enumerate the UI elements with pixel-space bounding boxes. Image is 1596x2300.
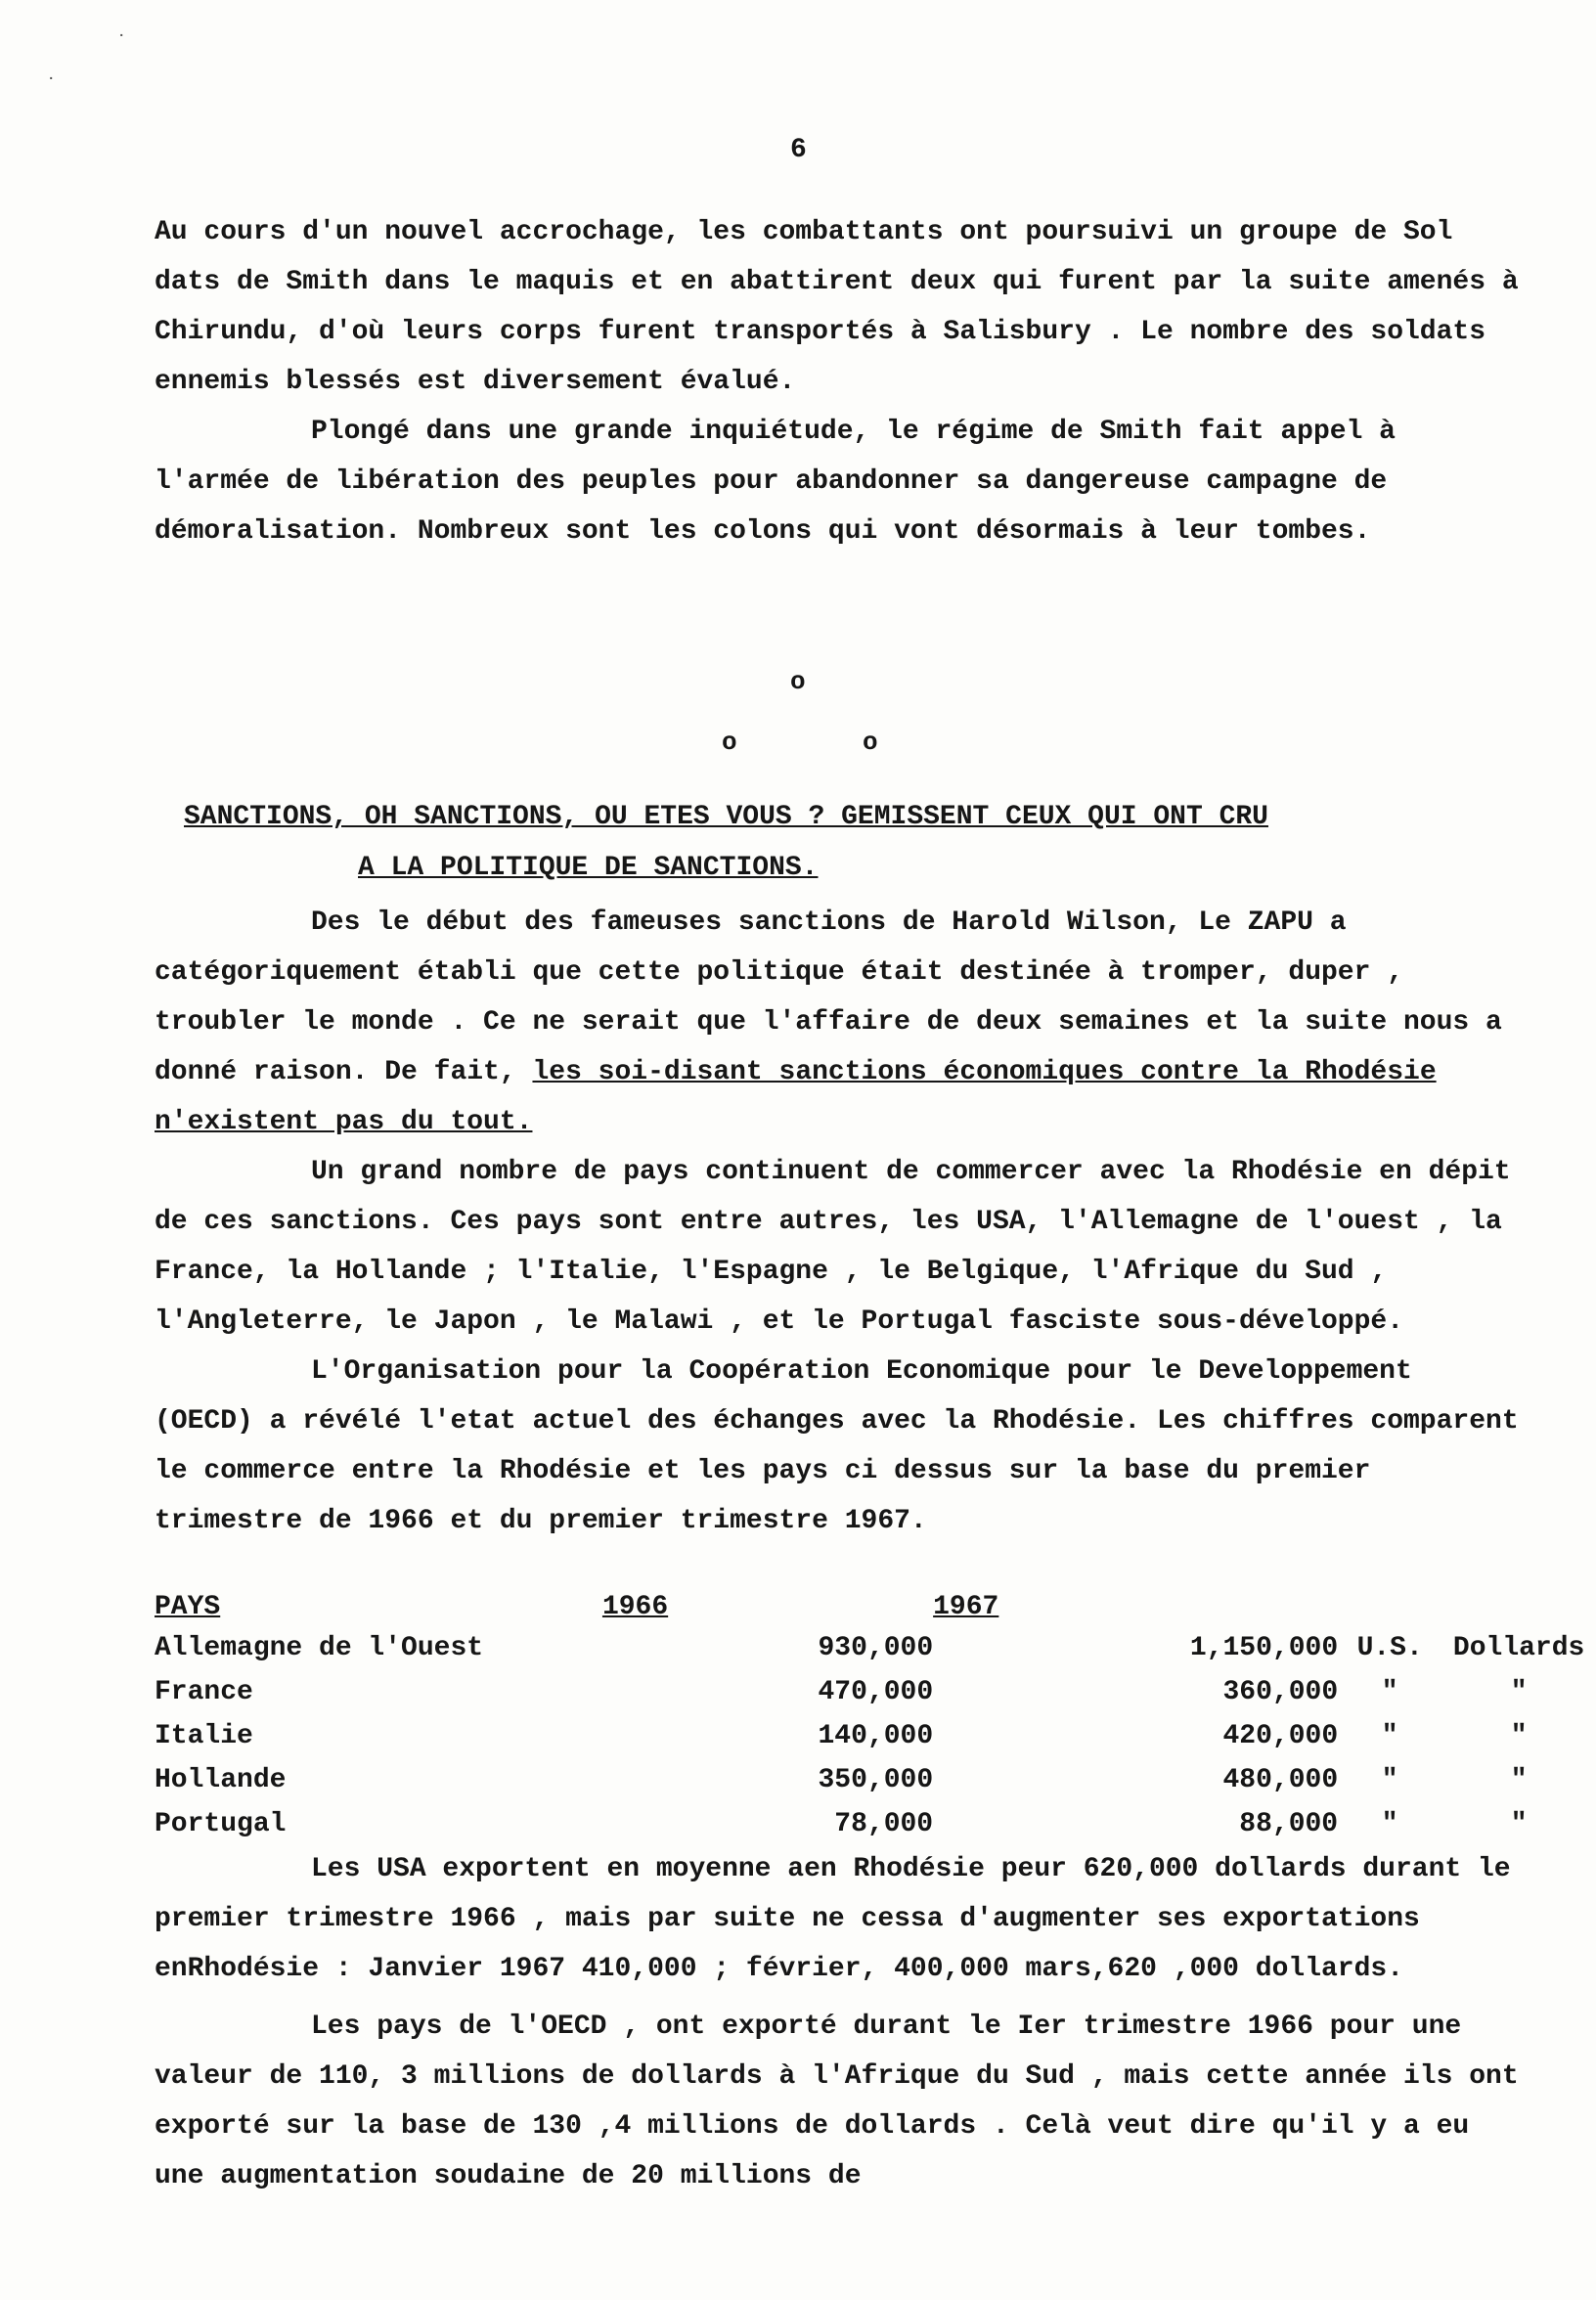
- cell-country: Portugal: [155, 1809, 287, 1839]
- paragraph-combat: Au cours d'un nouvel accrochage, les combattants ont poursuivi un groupe de Sol dats de Smith dans le maquis et en abattirent deux qui furent par la suite amenés à Chirundu, d'où leurs corps furent transportés à Salisbury . Le nombre des soldats ennemis blessés est diversement évalué.: [155, 217, 1519, 397]
- cell-country: Hollande: [155, 1765, 287, 1795]
- paragraph-oecd-exports: Les pays de l'OECD , ont exporté durant le Ier trimestre 1966 pour une valeur de 110, 3 millions de dollards à l'Afrique du Sud , mais cette année ils ont exporté sur la base de 130 ,4 millions de dollards . Celà veut dire qu'il y a eu une augmentation soudaine de 20 millions de: [155, 2012, 1519, 2191]
- cell-1966: 140,000: [818, 1721, 934, 1751]
- opening-paragraphs: [155, 207, 1524, 556]
- paragraph-trading-countries: Un grand nombre de pays continuent de commercer avec la Rhodésie en dépit de ces sanctions. Ces pays sont entre autres, les USA, l'Allemagne de l'ouest , la France, la Hollande ; l'Italie, l'Espagne , le Belgique, l'Afrique du Sud , l'Angleterre, le Japon , le Malawi , et le Portugal fasciste sous-développé.: [155, 1157, 1511, 1337]
- paragraph-sanctions-underlined: les soi-disant sanctions économiques contre la Rhodésie n'existent pas du tout.: [155, 1057, 1437, 1137]
- paragraph-smith-regime: Plongé dans une grande inquiétude, le régime de Smith fait appel à l'armée de libération des peuples pour abandonner sa dangereuse campagne de démoralisation. Nombreux sont les colons qui vont désormais à leur tombes.: [155, 417, 1396, 547]
- cell-unit: ": [1381, 1809, 1398, 1839]
- ornament-top: o: [790, 667, 806, 696]
- sanctions-section: [155, 898, 1524, 1546]
- cell-country: France: [155, 1677, 253, 1707]
- cell-1966: 350,000: [818, 1765, 934, 1795]
- cell-country: Allemagne de l'Ouest: [155, 1633, 484, 1663]
- cell-currency: ": [1510, 1765, 1528, 1795]
- cell-currency: ": [1510, 1809, 1528, 1839]
- cell-unit: ": [1381, 1721, 1398, 1751]
- header-1967: [933, 1589, 1338, 1626]
- cell-1966: 78,000: [834, 1809, 934, 1839]
- cell-unit: ": [1381, 1677, 1398, 1707]
- scan-speck-mark: ·: [47, 71, 56, 87]
- cell-unit: ": [1381, 1765, 1398, 1795]
- table-row: [155, 1670, 1596, 1714]
- section-title-line2: A LA POLITIQUE DE SANCTIONS.: [358, 853, 819, 883]
- cell-1967: 88,000: [1239, 1809, 1339, 1839]
- scan-speck-mark: ·: [117, 28, 126, 44]
- paragraph-oecd: L'Organisation pour la Coopération Economique pour le Developpement (OECD) a révélé l'etat actuel des échanges avec la Rhodésie. Les chiffres comparent le commerce entre la Rhodésie et les pays ci dessus sur la base du premier trimestre de 1966 et du premier trimestre 1967.: [155, 1356, 1519, 1536]
- ornament-right: o: [863, 728, 878, 757]
- header-country: PAYS: [155, 1592, 221, 1622]
- table-row: [155, 1758, 1596, 1802]
- table-row: [155, 1626, 1596, 1670]
- header-unit: [1338, 1589, 1441, 1626]
- trade-table: [155, 1589, 1596, 1846]
- cell-country: Italie: [155, 1721, 253, 1751]
- header-1966: [602, 1589, 933, 1626]
- cell-unit: U.S.: [1356, 1633, 1423, 1663]
- paragraph-usa-exports: Les USA exportent en moyenne aen Rhodésie peur 620,000 dollards durant le premier trimestre 1966 , mais par suite ne cessa d'augmenter ses exportations enRhodésie : Janvier 1967 410,000 ; février, 400,000 mars,620 ,000 dollards.: [155, 1854, 1511, 1984]
- table-row: [155, 1714, 1596, 1758]
- paragraph-sanctions: [155, 898, 1524, 1147]
- cell-1966: 930,000: [818, 1633, 934, 1663]
- header-currency: [1441, 1589, 1596, 1626]
- cell-1967: 420,000: [1222, 1721, 1339, 1751]
- section-title-line1: SANCTIONS, OH SANCTIONS, OU ETES VOUS ? GEMISSENT CEUX QUI ONT CRU: [184, 802, 1268, 832]
- cell-1967: 480,000: [1222, 1765, 1339, 1795]
- cell-1967: 360,000: [1222, 1677, 1339, 1707]
- closing-paragraphs: [155, 1844, 1524, 2201]
- cell-currency: Dollards: [1452, 1633, 1585, 1663]
- cell-1966: 470,000: [818, 1677, 934, 1707]
- table-row: [155, 1802, 1596, 1846]
- ornament-left: o: [722, 728, 737, 757]
- header-1966-label: 1966: [601, 1592, 669, 1622]
- header-1967-label: 1967: [933, 1592, 999, 1622]
- cell-currency: ": [1510, 1677, 1528, 1707]
- page-number: 6: [790, 135, 807, 165]
- paragraph-sanctions-text: Des le début des fameuses sanctions de Harold Wilson, Le ZAPU a catégoriquement établi que cette politique était destinée à tromper, duper , troubler le monde . Ce ne serait que l'affaire de deux semaines et la suite nous a donné raison. De fait,: [155, 907, 1502, 1087]
- cell-1967: 1,150,000: [1189, 1633, 1339, 1663]
- trade-table-header: [155, 1589, 1596, 1626]
- cell-currency: ": [1510, 1721, 1528, 1751]
